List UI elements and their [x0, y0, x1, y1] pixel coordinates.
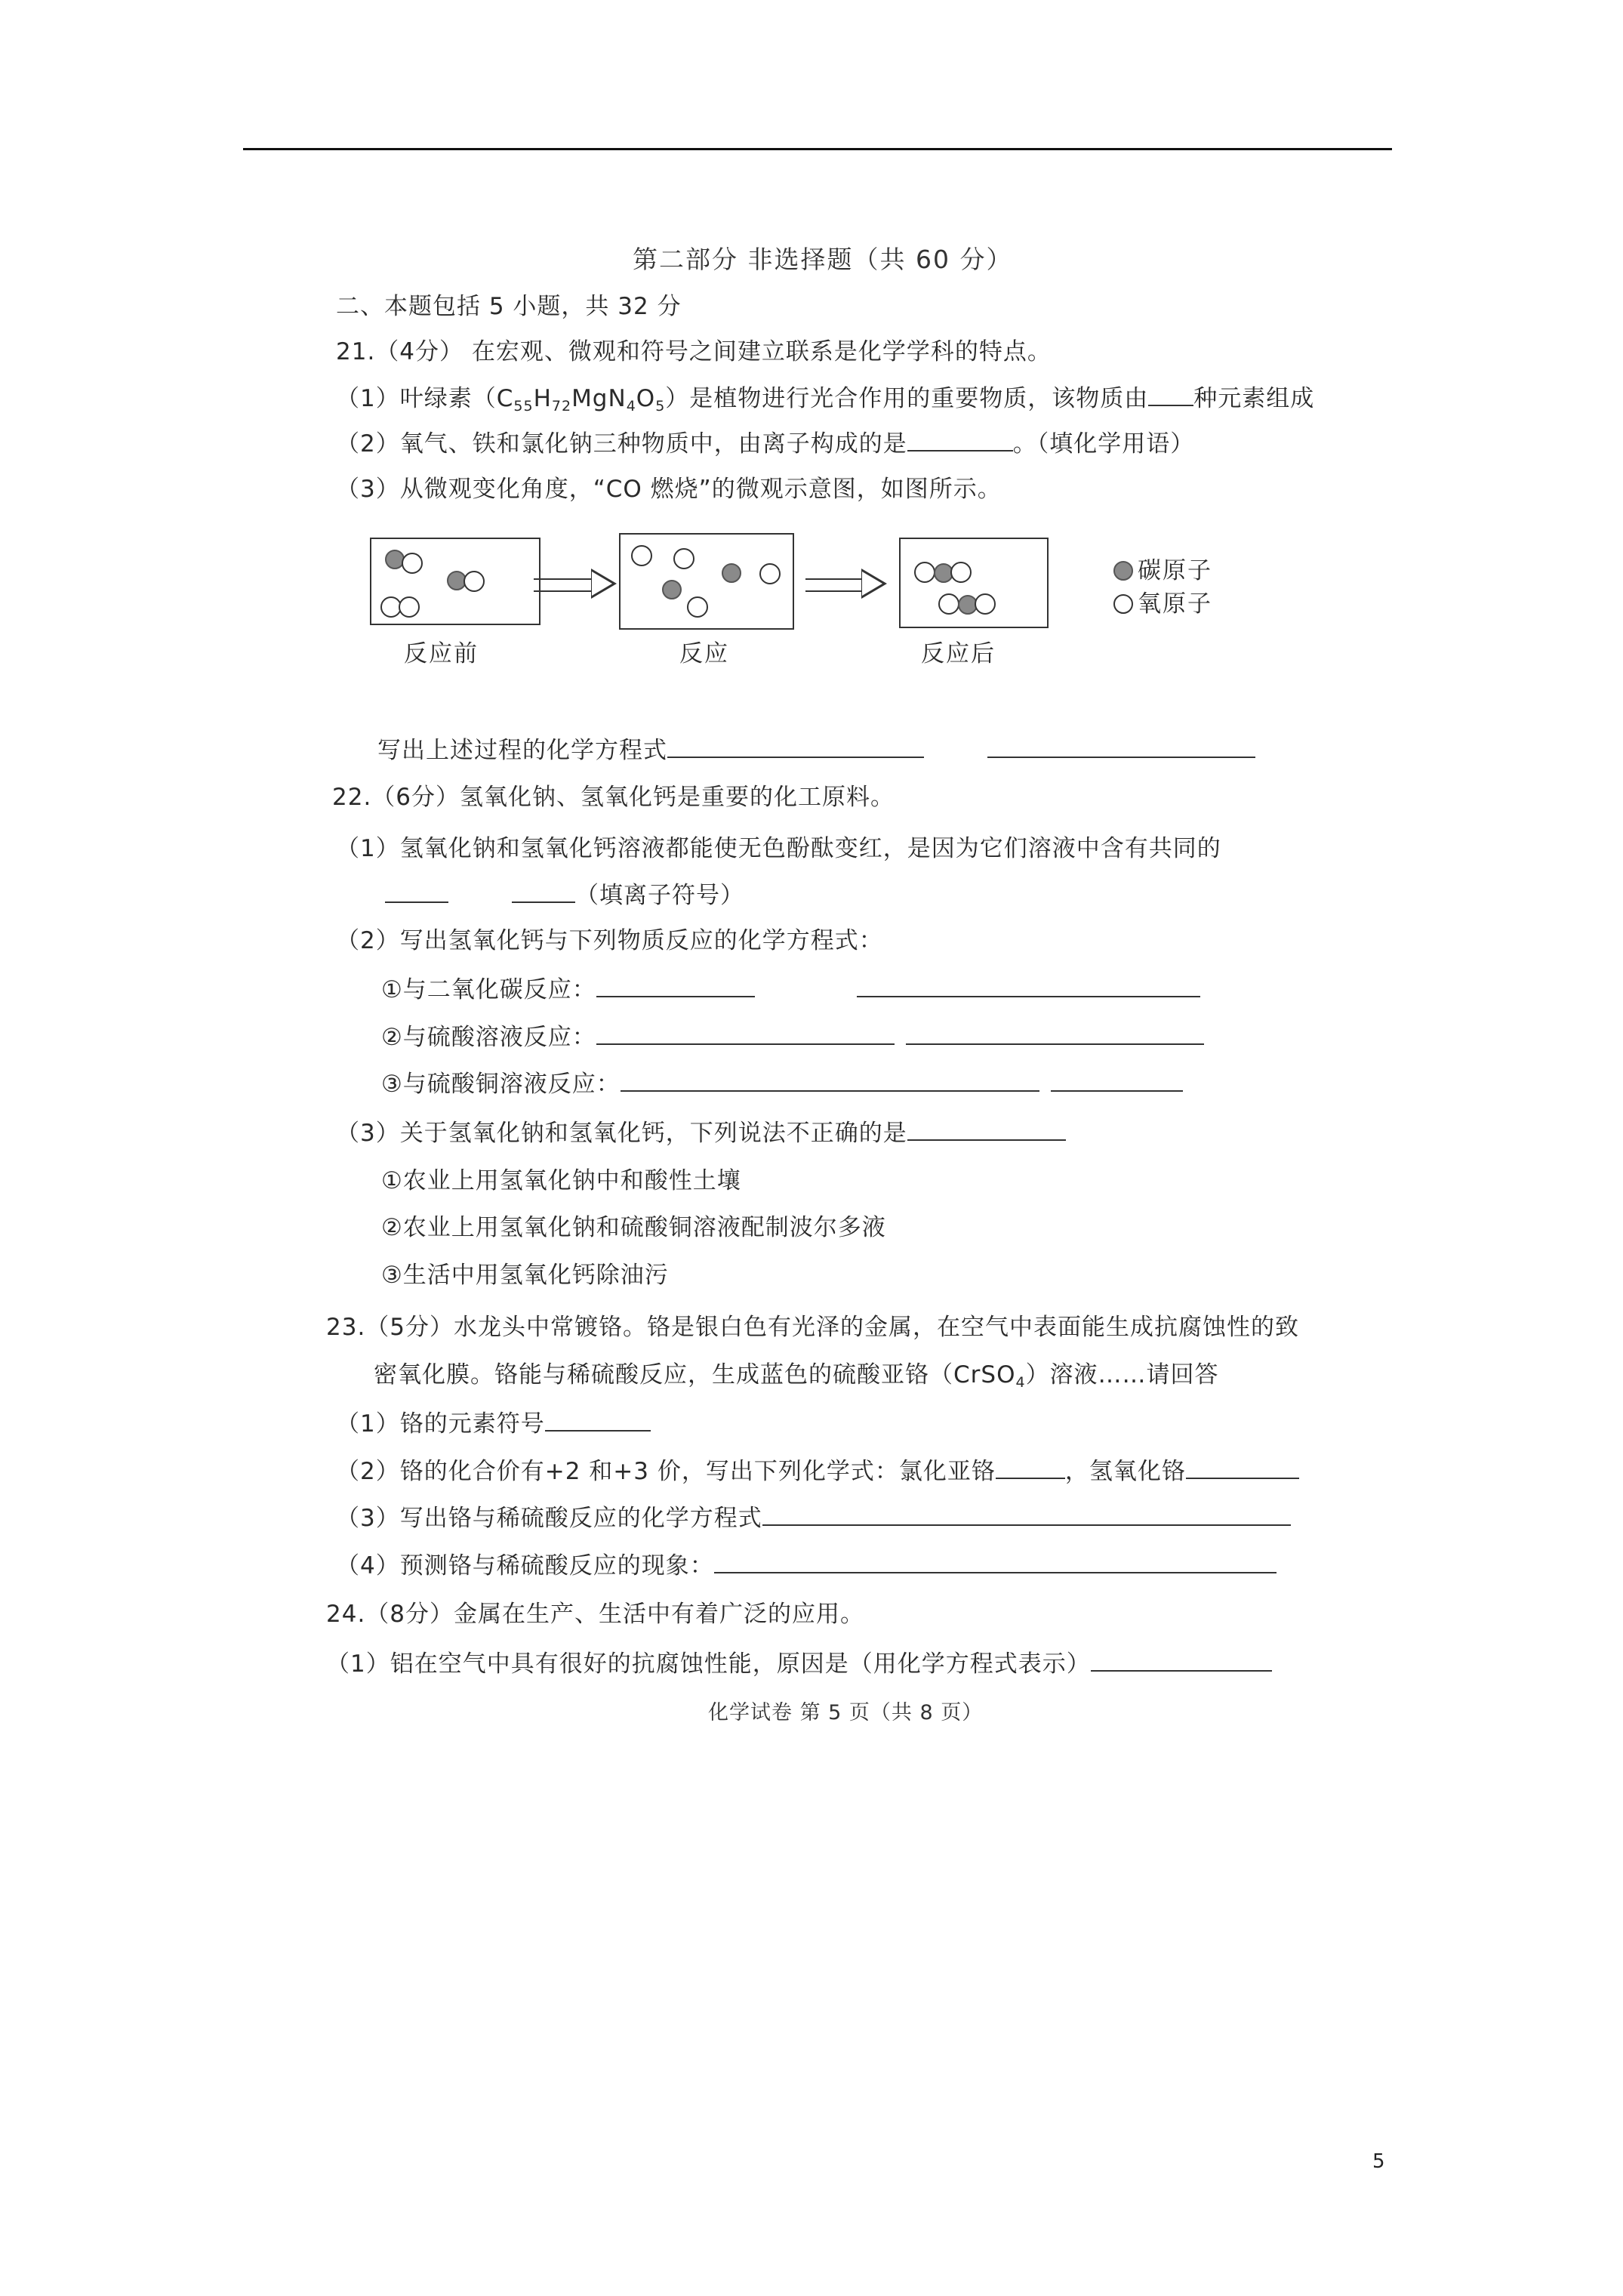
reaction-label: ①与二氧化碳反应：: [381, 976, 596, 1003]
q23-part1: [336, 1404, 651, 1438]
q21-part1: [336, 379, 1314, 415]
answer-blank[interactable]: [385, 882, 448, 903]
q21-part1-text: （1）叶绿素（C: [336, 385, 514, 412]
legend-carbon: [1113, 551, 1212, 585]
oxygen-atom: [687, 596, 708, 618]
section-title: 第二部分 非选择题（共 60 分）: [633, 245, 1013, 274]
q23-stem-2: [374, 1355, 1219, 1391]
answer-blank[interactable]: [621, 1071, 1039, 1092]
oxygen-atom: [673, 548, 694, 569]
q23-part1-text: （1）铬的元素符号: [336, 1410, 545, 1438]
q21-part3: （3）从微观变化角度，“CO 燃烧”的微观示意图，如图所示。: [336, 476, 1002, 503]
q22-part2: （2）写出氢氧化钙与下列物质反应的化学方程式：: [336, 927, 883, 954]
q21-part2: [336, 424, 1194, 458]
formula-subscript: 4: [626, 398, 636, 415]
q24-stem: 24.（8分）金属在生产、生活中有着广泛的应用。: [326, 1601, 865, 1628]
q23-part3-text: （3）写出铬与稀硫酸反应的化学方程式: [336, 1505, 762, 1532]
answer-blank[interactable]: [762, 1505, 1291, 1526]
q23-part4: [336, 1546, 1277, 1580]
q23-stem-text: 密氧化膜。铬能与稀硫酸反应，生成蓝色的硫酸亚铬（CrSO: [374, 1361, 1016, 1388]
legend-label: 氧原子: [1138, 590, 1212, 618]
oxygen-atom: [759, 563, 781, 584]
answer-blank[interactable]: [987, 740, 1255, 758]
q22-part3: [336, 1114, 1066, 1148]
formula-subscript: 72: [551, 398, 572, 415]
page-number: 5: [1372, 2150, 1385, 2173]
q22-part1-answer: [385, 876, 744, 910]
formula-subscript: 4: [1015, 1374, 1026, 1391]
arrow-head-icon: [861, 569, 887, 599]
q23-stem: 23.（5分）水龙头中常镀铬。铬是银白色有光泽的金属，在空气中表面能生成抗腐蚀性的致: [326, 1314, 1300, 1341]
q22-part1: （1）氢氧化钠和氢氧化钙溶液都能使无色酚酞变红，是因为它们溶液中含有共同的: [336, 835, 1221, 862]
q21-part2-text: （2）氧气、铁和氯化钠三种物质中，由离子构成的是: [336, 430, 907, 458]
answer-blank[interactable]: [907, 1120, 1066, 1141]
q21-equation-prompt: [377, 731, 924, 765]
formula-text: H: [533, 385, 552, 412]
reaction-label: ③与硫酸铜溶液反应：: [381, 1071, 621, 1098]
q23-part3: [336, 1499, 1291, 1533]
oxygen-atom: [914, 562, 935, 583]
formula-subscript: 55: [513, 398, 534, 415]
arrow-head-icon: [591, 569, 617, 599]
q23-part2-text: （2）铬的化合价有+2 和+3 价，写出下列化学式：氯化亚铬: [336, 1458, 996, 1485]
q22-r1: [381, 970, 1200, 1004]
oxygen-atom: [402, 553, 423, 574]
q21-part1-text: ）是植物进行光合作用的重要物质，该物质由: [665, 385, 1149, 412]
answer-blank[interactable]: [667, 737, 924, 758]
arrow-icon: [534, 578, 593, 592]
answer-blank[interactable]: [906, 1024, 1204, 1045]
oxygen-atom: [463, 571, 485, 592]
q23-stem-text: ）溶液……请回答: [1025, 1361, 1219, 1388]
q22-part3-text: （3）关于氢氧化钠和氢氧化钙，下列说法不正确的是: [336, 1120, 907, 1147]
q22-option-3: ③生活中用氢氧化钙除油污: [381, 1262, 669, 1289]
answer-blank[interactable]: [857, 976, 1200, 997]
panel-after: [899, 538, 1049, 628]
answer-blank[interactable]: [596, 976, 755, 997]
panel-before: [370, 538, 540, 625]
answer-blank[interactable]: [714, 1552, 1277, 1573]
q22-r3: [381, 1065, 1183, 1099]
answer-blank[interactable]: [1091, 1650, 1272, 1672]
oxygen-atom: [975, 593, 996, 615]
co-combustion-diagram: [359, 529, 1295, 680]
oxygen-legend-icon: [1113, 594, 1133, 614]
q22-option-1: ①农业上用氢氧化钠中和酸性土壤: [381, 1167, 741, 1194]
legend-oxygen: [1113, 584, 1212, 618]
q22-option-2: ②农业上用氢氧化钠和硫酸铜溶液配制波尔多液: [381, 1214, 886, 1241]
q21-part2-text: 。（填化学用语）: [1012, 430, 1195, 458]
answer-blank[interactable]: [907, 430, 1013, 451]
q24-part1-text: （1）铝在空气中具有很好的抗腐蚀性能，原因是（用化学方程式表示）: [326, 1650, 1091, 1678]
oxygen-atom: [938, 593, 959, 615]
arrow-icon: [805, 578, 863, 592]
header-rule: [243, 148, 1392, 150]
formula-subscript: 5: [655, 398, 666, 415]
q21-part1-text: 种元素组成: [1193, 385, 1315, 412]
caption-during: 反应: [679, 640, 729, 667]
carbon-atom: [722, 563, 741, 583]
panel-during: [619, 533, 794, 630]
answer-blank[interactable]: [1148, 385, 1193, 406]
carbon-legend-icon: [1113, 561, 1133, 581]
formula-text: MgN: [571, 385, 627, 412]
formula-text: O: [636, 385, 656, 412]
reaction-label: ②与硫酸溶液反应：: [381, 1024, 596, 1051]
answer-blank[interactable]: [596, 1024, 895, 1045]
q22-hint: （填离子符号）: [575, 882, 744, 909]
legend-label: 碳原子: [1138, 557, 1212, 584]
answer-blank[interactable]: [1186, 1458, 1299, 1479]
carbon-atom: [662, 580, 682, 599]
oxygen-atom: [950, 562, 972, 583]
answer-blank[interactable]: [512, 882, 575, 903]
oxygen-atom: [631, 545, 652, 566]
section-intro: 二、本题包括 5 小题，共 32 分: [336, 293, 682, 320]
q22-r2: [381, 1018, 1204, 1052]
q23-part2: [336, 1452, 1299, 1486]
page-footer: 化学试卷 第 5 页（共 8 页）: [708, 1701, 984, 1724]
q24-part1: [326, 1644, 1272, 1678]
answer-blank[interactable]: [1051, 1071, 1183, 1092]
q23-part4-text: （4）预测铬与稀硫酸反应的现象：: [336, 1552, 714, 1579]
caption-after: 反应后: [921, 640, 996, 667]
q22-stem: 22.（6分）氢氧化钠、氢氧化钙是重要的化工原料。: [332, 784, 895, 811]
q21-stem: 21.（4分） 在宏观、微观和符号之间建立联系是化学学科的特点。: [336, 338, 1052, 365]
caption-before: 反应前: [404, 640, 479, 667]
q23-part2-text: ，氢氧化铬: [1064, 1458, 1186, 1485]
equation-prompt-text: 写出上述过程的化学方程式: [377, 737, 667, 764]
answer-blank[interactable]: [545, 1410, 651, 1432]
oxygen-atom: [399, 596, 420, 618]
answer-blank[interactable]: [996, 1458, 1065, 1479]
